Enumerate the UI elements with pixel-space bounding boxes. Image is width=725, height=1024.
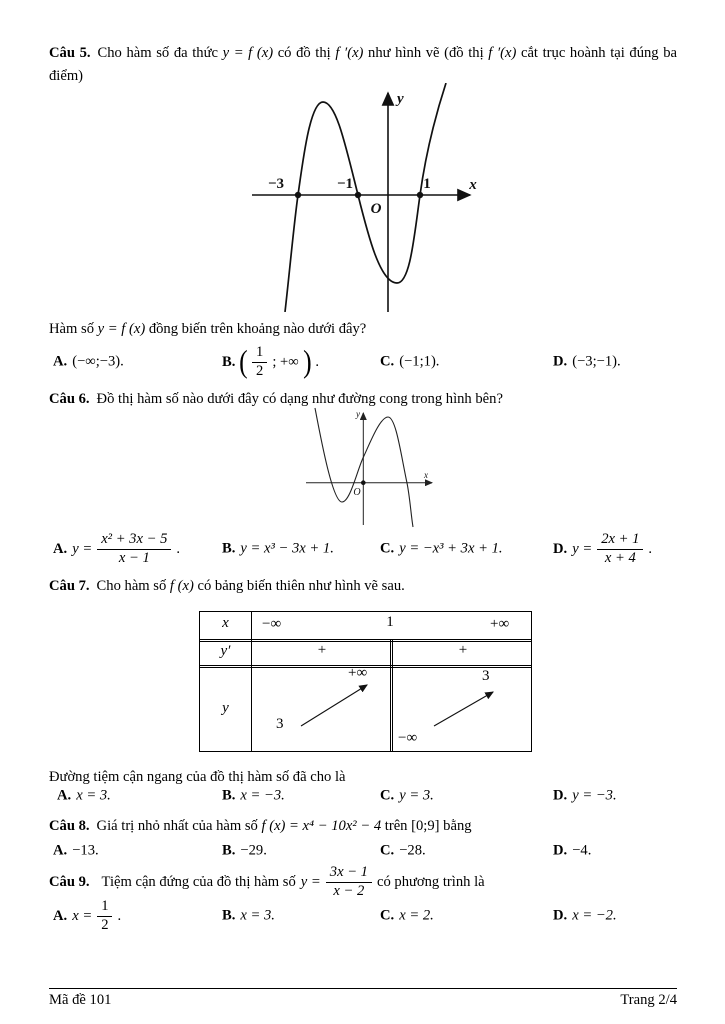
x-minus-infinity: −∞ xyxy=(262,616,282,632)
option-text: y = −3. xyxy=(572,787,617,804)
question-text: Đường tiệm cận ngang của đồ thị hàm số đã cho là xyxy=(49,769,346,785)
y-axis-label: y xyxy=(397,91,404,107)
option-label: C. xyxy=(380,353,395,370)
option-label: A. xyxy=(53,353,68,370)
option-label: A. xyxy=(53,907,68,924)
option-text: (−∞;−3). xyxy=(72,353,124,370)
fraction: $\frac{2x + 1}{x + 4}$ xyxy=(597,531,643,567)
y-right-start: −∞ xyxy=(398,730,418,746)
option-label: A. xyxy=(57,787,72,804)
x-axis-label: x xyxy=(424,470,428,480)
option-label: C. xyxy=(380,787,395,804)
tick-label: 1 xyxy=(423,176,431,192)
yprime-sign-right: + xyxy=(458,642,468,658)
option-text: y = −x³ + 3x + 1. xyxy=(399,540,503,557)
option-label: C. xyxy=(380,907,395,924)
option-text: (−1;1). xyxy=(399,353,440,370)
option-label: D. xyxy=(553,353,568,370)
option-a xyxy=(53,843,99,860)
big-paren-open: ( xyxy=(239,343,248,380)
option-text: −4. xyxy=(572,842,592,859)
option-text: ; +∞ xyxy=(272,353,299,370)
q5-derivative-graph xyxy=(240,83,500,312)
option-a: A. y = $\frac{\text{x² + 3x − 5}}{x - 1}$ . xyxy=(53,531,181,566)
option-b xyxy=(222,908,275,925)
x-axis-label: x xyxy=(469,177,477,193)
y-right-limit: 3 xyxy=(482,668,490,684)
cubic-curve xyxy=(315,408,413,527)
option-text: x = −2. xyxy=(572,907,617,924)
y-left-limit: +∞ xyxy=(348,665,368,681)
origin-dot xyxy=(361,480,366,485)
q5-sub-question xyxy=(49,318,677,341)
option-c xyxy=(380,354,439,371)
question-text: Cho hàm số f (x) có bảng biến thiên như hình vẽ sau. xyxy=(96,578,405,594)
option-label: B. xyxy=(222,842,236,859)
option-text: x = −3. xyxy=(240,787,285,804)
question-text: Hàm số y = f (x) đồng biến trên khoảng nào dưới đây? xyxy=(49,321,367,337)
question-8-stem xyxy=(49,815,677,838)
option-label: D. xyxy=(553,907,568,924)
option-d xyxy=(553,843,591,860)
root-dot-1 xyxy=(417,192,423,198)
option-text: −29. xyxy=(240,842,267,859)
root-dot-minus1 xyxy=(355,192,361,198)
table-y-label: y xyxy=(222,700,229,716)
y-axis-label: y xyxy=(356,409,360,419)
option-label: A. xyxy=(53,842,68,859)
question-text: Tiệm cận đứng của đồ thị hàm số xyxy=(101,873,296,890)
option-b xyxy=(222,788,285,805)
origin-label: O xyxy=(370,201,382,217)
option-b xyxy=(222,541,334,558)
row-divider xyxy=(200,639,531,642)
option-b: B. ( $\frac{1}{2}$ ; +∞ ) . xyxy=(222,343,319,380)
option-b xyxy=(222,843,267,860)
increasing-arrow-left xyxy=(301,685,367,726)
option-text: x = 3. xyxy=(240,907,275,924)
option-d xyxy=(553,354,621,371)
question-number: Câu 8. xyxy=(49,818,90,834)
tick-label: −1 xyxy=(336,176,354,192)
big-paren-close: ) xyxy=(302,343,312,380)
question-text: có phương trình là xyxy=(376,873,485,890)
option-d: D. y = $\frac{2x + 1}{x + 4}$ . xyxy=(553,531,653,566)
option-d xyxy=(553,908,617,925)
option-label: D. xyxy=(553,787,568,804)
option-label: C. xyxy=(380,540,395,557)
option-label: B. xyxy=(222,540,236,557)
fraction: $\frac{1}{2}$ xyxy=(97,898,112,934)
question-text: Cho hàm số đa thức y = f (x) có đồ thị f ′(x) như hình vẽ (đồ thị f ′(x) cắt trục hoành tại đúng ba điểm) xyxy=(49,45,678,84)
option-label: D. xyxy=(553,842,568,859)
increasing-arrow-right xyxy=(434,692,493,726)
option-label: D. xyxy=(553,540,568,557)
option-label: B. xyxy=(222,353,236,370)
x-value-1: 1 xyxy=(386,614,394,630)
variation-arrows xyxy=(200,668,531,750)
footer-page-number: Trang 2/4 xyxy=(620,992,677,1008)
question-text: Giá trị nhỏ nhất của hàm số f (x) = x⁴ − 10x² − 4 trên [0;9] bằng xyxy=(96,818,472,834)
fraction: $\frac{\text{x² + 3x − 5}}{x - 1}$ xyxy=(97,531,171,567)
footer-exam-code: Mã đề 101 xyxy=(49,992,112,1008)
option-c xyxy=(380,541,503,558)
option-a xyxy=(57,788,111,805)
fraction: $\frac{3x - 1}{x - 2}$ xyxy=(326,864,372,900)
option-label: C. xyxy=(380,842,395,859)
option-a: A. x = $\frac{1}{2}$ . xyxy=(53,898,122,933)
option-c xyxy=(380,843,426,860)
table-yprime-label: y′ xyxy=(220,643,231,659)
option-text: x = 3. xyxy=(76,787,111,804)
question-number: Câu 5. xyxy=(49,45,91,61)
option-label: A. xyxy=(53,540,68,557)
option-text: (−3;−1). xyxy=(572,353,621,370)
option-text: −28. xyxy=(399,842,426,859)
q7-sub-question xyxy=(49,766,677,789)
question-number: Câu 9. xyxy=(49,873,90,890)
origin-label: O xyxy=(353,487,361,498)
question-5-stem xyxy=(49,42,677,88)
option-text: x = 2. xyxy=(399,907,434,924)
option-label: B. xyxy=(222,907,236,924)
option-text: −13. xyxy=(72,842,99,859)
question-text: Đồ thị hàm số nào dưới đây có dạng như đường cong trong hình bên? xyxy=(96,391,503,407)
variation-table xyxy=(199,611,532,752)
q6-curve-graph xyxy=(300,405,445,530)
x-plus-infinity: +∞ xyxy=(490,616,510,632)
question-number: Câu 6. xyxy=(49,391,90,407)
root-dot-minus3 xyxy=(295,192,301,198)
option-c xyxy=(380,908,434,925)
option-c xyxy=(380,788,434,805)
question-7-stem xyxy=(49,575,677,598)
tick-label: −3 xyxy=(267,176,285,192)
option-label: B. xyxy=(222,787,236,804)
option-d xyxy=(553,788,617,805)
footer-divider xyxy=(49,988,677,989)
fraction: $\frac{1}{2}$ xyxy=(252,344,267,380)
option-text: y = 3. xyxy=(399,787,434,804)
table-x-label: x xyxy=(222,615,229,631)
question-9-stem: Câu 9. Tiệm cận đứng của đồ thị hàm số y = $\frac{3x - 1}{x - 2}$ có phương trình là xyxy=(49,864,485,899)
y-left-start: 3 xyxy=(276,716,284,732)
option-a xyxy=(53,354,124,371)
question-number: Câu 7. xyxy=(49,578,90,594)
yprime-sign-left: + xyxy=(317,642,327,658)
option-text: y = x³ − 3x + 1. xyxy=(240,540,334,557)
